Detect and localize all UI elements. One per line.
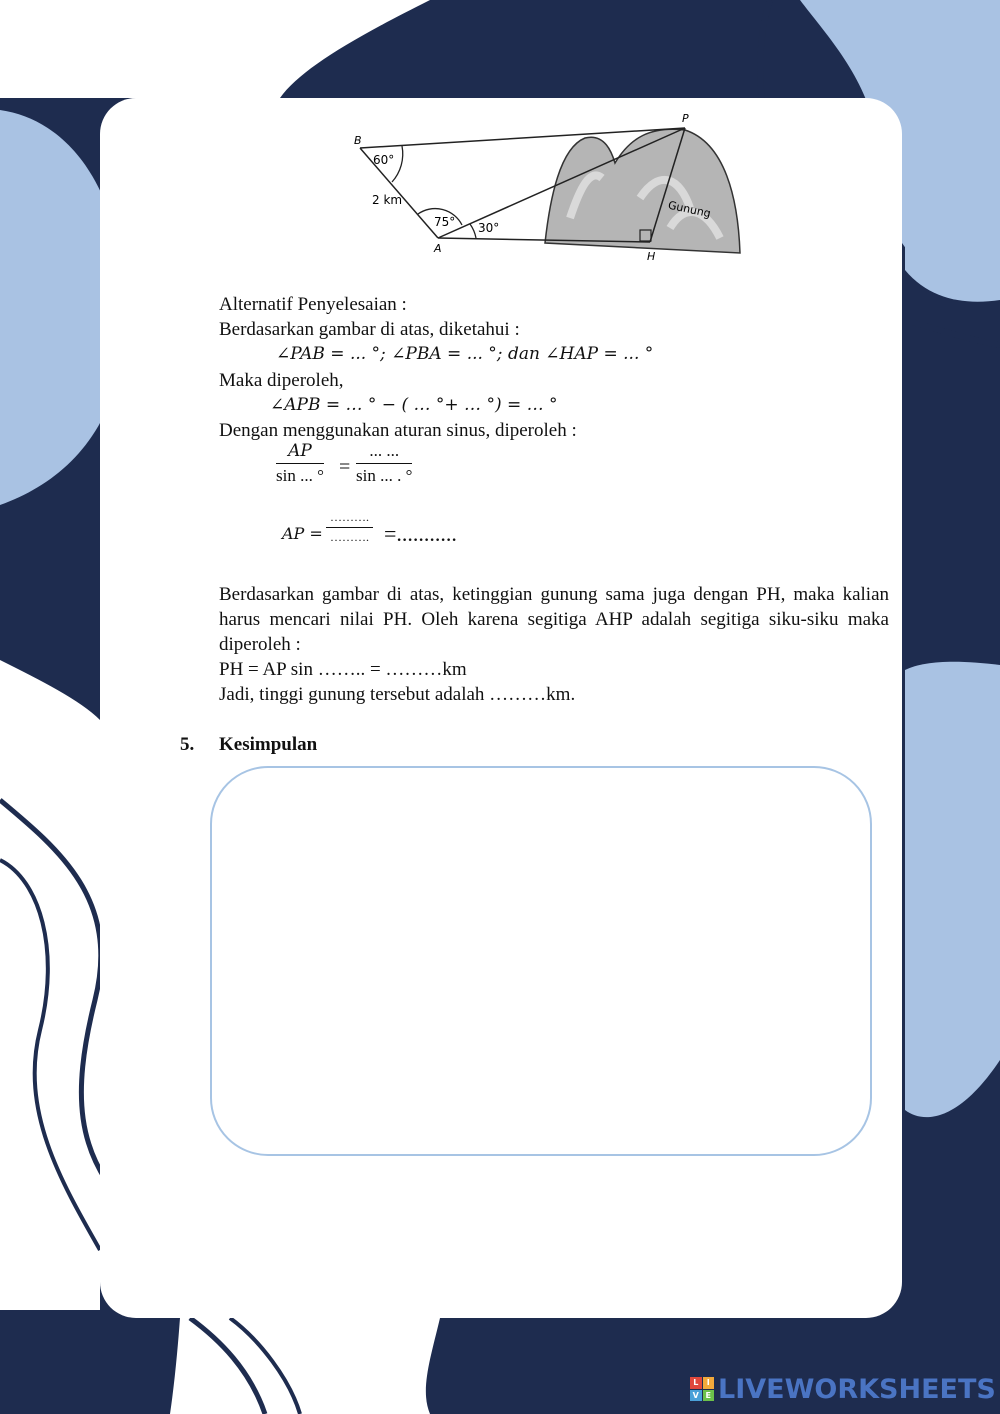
label-gunung: Gunung bbox=[666, 198, 712, 221]
conclusion-line: Jadi, tinggi gunung tersebut adalah ………km. bbox=[219, 684, 576, 705]
kesimpulan-answer-box[interactable] bbox=[210, 766, 872, 1156]
section-title: Kesimpulan bbox=[219, 734, 318, 755]
ph-line: PH = AP sin …….. = ………km bbox=[219, 659, 467, 680]
fraction-ap-numerator: AP bbox=[276, 441, 324, 464]
ap-result: =........... bbox=[384, 521, 457, 546]
known-line: Berdasarkan gambar di atas, diketahui : bbox=[219, 319, 520, 340]
apb-line: ∠APB = … ° − ( … °+ … °) = … ° bbox=[270, 395, 558, 415]
section-number: 5. bbox=[180, 734, 195, 755]
label-angle-75: 75° bbox=[434, 215, 456, 229]
liveworksheets-brand bbox=[690, 1374, 996, 1404]
fraction-blank-sin bbox=[356, 441, 412, 486]
ap-fraction bbox=[326, 510, 373, 545]
label-a: A bbox=[434, 242, 442, 255]
label-angle-30: 30° bbox=[478, 221, 500, 235]
alt-heading: Alternatif Penyelesaian : bbox=[219, 294, 407, 315]
explanation-paragraph: Berdasarkan gambar di atas, ketinggian gunung sama juga dengan PH, maka kalian harus mencari nilai PH. Oleh karena segitiga AHP adalah segitiga siku-siku maka diperoleh : bbox=[219, 584, 889, 655]
label-h: H bbox=[647, 250, 656, 263]
label-angle-60: 60° bbox=[373, 153, 395, 167]
liveworksheets-logo-icon: L I V E bbox=[690, 1377, 714, 1401]
equals-sign: = bbox=[339, 456, 351, 478]
ap-fraction-denominator: ………. bbox=[330, 530, 369, 544]
ap-fraction-numerator: ………. bbox=[326, 510, 373, 528]
label-2km: 2 km bbox=[372, 193, 403, 207]
angles-line: ∠PAB = ... °; ∠PBA = ... °; dan ∠HAP = ... ° bbox=[276, 344, 654, 364]
mountain-triangle-diagram bbox=[340, 108, 760, 268]
label-b: B bbox=[354, 134, 362, 147]
fraction-ap-denominator: sin ... ° bbox=[276, 466, 324, 485]
fraction-blank-denominator: sin ... . ° bbox=[356, 466, 413, 485]
brand-name: LIVEWORKSHEETS bbox=[718, 1373, 996, 1405]
ap-equals-label: AP = bbox=[282, 524, 323, 543]
maka-line: Maka diperoleh, bbox=[219, 370, 344, 391]
fraction-blank-numerator: ... ... bbox=[356, 441, 412, 464]
fraction-ap-sin bbox=[276, 441, 324, 486]
dengan-line: Dengan menggunakan aturan sinus, diperoleh : bbox=[219, 420, 577, 441]
label-p: P bbox=[682, 112, 689, 125]
